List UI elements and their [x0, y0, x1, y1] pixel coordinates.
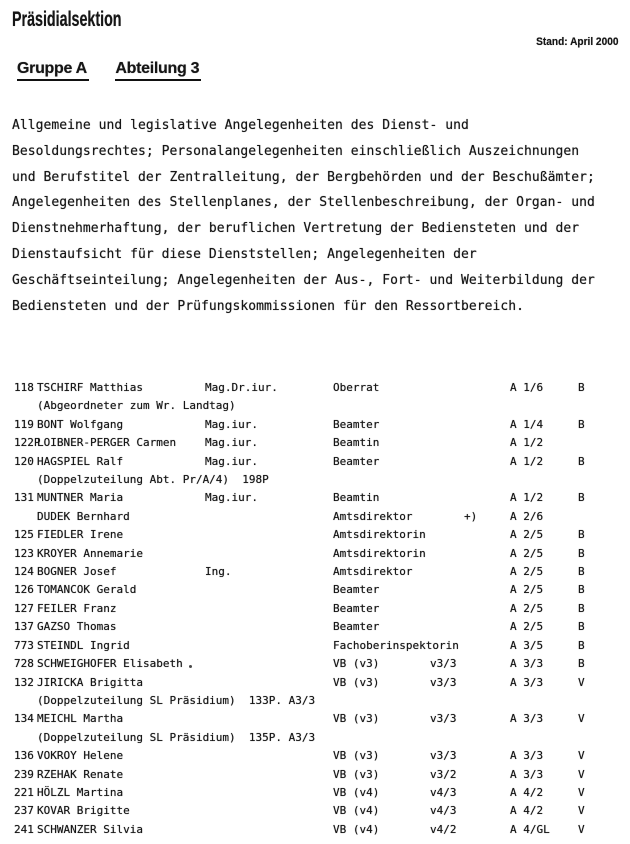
row-degree: Ing.	[205, 565, 232, 579]
row-grade: A 2/5	[510, 565, 544, 579]
row-note: (Abgeordneter zum Wr. Landtag)	[37, 399, 236, 413]
personnel-table	[0, 379, 630, 839]
table-row	[0, 434, 630, 452]
responsibilities-text	[12, 113, 595, 319]
row-status-letter: B	[578, 417, 585, 431]
table-row	[0, 802, 630, 820]
row-function: Amtsdirektor	[333, 565, 413, 579]
table-row	[0, 600, 630, 618]
row-function: Beamter	[333, 417, 380, 431]
row-function: Beamtin	[333, 491, 380, 505]
row-status-letter: B	[578, 381, 585, 394]
row-grade: A 3/5	[510, 638, 544, 652]
row-footnote-marker: +)	[464, 509, 478, 523]
row-name: LOIBNER-PERGER Carmen	[37, 436, 177, 450]
row-status-letter: B	[578, 601, 585, 615]
row-function: Beamtin	[333, 436, 380, 450]
row-status-letter: B	[578, 546, 585, 560]
row-degree: Mag.Dr.iur.	[205, 381, 278, 394]
table-row	[0, 784, 630, 802]
row-name: GAZSO Thomas	[37, 620, 117, 634]
paragraph-line: Besoldungsrechtes; Personalangelegenheiten einschließlich Auszeichnungen	[12, 143, 580, 159]
page-title: Präsidialsektion	[12, 8, 122, 31]
paragraph-line: Angelegenheiten des Stellenplanes, der Stellenbeschreibung, der Organ- und	[12, 195, 595, 211]
row-id: 123	[14, 546, 34, 560]
row-degree: Mag.iur.	[205, 454, 258, 468]
table-row	[0, 674, 630, 692]
row-status-letter: B	[578, 491, 585, 505]
row-vgrade: v3/3	[430, 749, 457, 763]
row-grade: A 4/GL	[510, 822, 550, 836]
row-name: SCHWEIGHOFER Elisabeth	[37, 657, 183, 671]
table-row	[0, 563, 630, 581]
table-row	[0, 508, 630, 526]
section-heading	[17, 59, 223, 81]
row-status-letter: V	[578, 822, 585, 836]
row-status-letter: V	[578, 675, 585, 689]
row-function: VB (v3)	[333, 712, 380, 726]
row-degree: Mag.iur.	[205, 417, 258, 431]
table-row	[0, 526, 630, 544]
row-grade: A 4/2	[510, 785, 544, 799]
row-id: 131	[14, 491, 34, 505]
row-name: RZEHAK Renate	[37, 767, 124, 781]
row-id: 120	[14, 454, 34, 468]
row-status-letter: B	[578, 565, 585, 579]
row-grade: A 1/2	[510, 436, 544, 450]
row-id: 241	[14, 822, 34, 836]
row-function: Oberrat	[333, 381, 380, 394]
row-id: 137	[14, 620, 34, 634]
row-grade: A 3/3	[510, 749, 544, 763]
row-id: 728	[14, 657, 34, 671]
row-id: 773	[14, 638, 34, 652]
table-note-row	[0, 692, 630, 710]
row-vgrade: v4/3	[430, 804, 457, 818]
table-row	[0, 637, 630, 655]
department-label: Abteilung 3	[115, 59, 201, 81]
row-id: 125	[14, 528, 34, 542]
row-note: (Doppelzuteilung SL Präsidium) 135P. A3/3	[37, 730, 316, 744]
table-note-row	[0, 471, 630, 489]
row-status-letter: V	[578, 767, 585, 781]
table-note-row	[0, 397, 630, 415]
row-name: BOGNER Josef	[37, 565, 117, 579]
row-name: HÖLZL Martina	[37, 785, 124, 799]
row-function: Beamter	[333, 620, 380, 634]
row-vgrade: v3/3	[430, 657, 457, 671]
row-grade: A 1/2	[510, 454, 544, 468]
row-grade: A 4/2	[510, 804, 544, 818]
row-name: HAGSPIEL Ralf	[37, 454, 124, 468]
row-id: 237	[14, 804, 34, 818]
row-grade: A 3/3	[510, 712, 544, 726]
row-function: VB (v3)	[333, 657, 380, 671]
row-id: 126	[14, 583, 34, 597]
row-id: 118	[14, 381, 34, 394]
row-grade: A 1/4	[510, 417, 544, 431]
table-row	[0, 416, 630, 434]
row-function: Beamter	[333, 583, 380, 597]
table-row	[0, 710, 630, 728]
row-id: 136	[14, 749, 34, 763]
row-id: 221	[14, 785, 34, 799]
row-grade: A 2/5	[510, 546, 544, 560]
row-function: VB (v3)	[333, 749, 380, 763]
row-grade: A 3/3	[510, 657, 544, 671]
row-id: 122P	[14, 436, 41, 450]
row-grade: A 2/5	[510, 528, 544, 542]
scan-artifact-dot	[189, 665, 192, 668]
stand-date: Stand: April 2000	[535, 36, 618, 48]
row-name: BONT Wolfgang	[37, 417, 124, 431]
paragraph-line: Allgemeine und legislative Angelegenheiten des Dienst- und	[12, 118, 469, 133]
row-function: Beamter	[333, 454, 380, 468]
row-function: Amtsdirektorin	[333, 546, 426, 560]
row-status-letter: B	[578, 638, 585, 652]
row-status-letter: V	[578, 804, 585, 818]
table-note-row	[0, 729, 630, 747]
row-name: SCHWANZER Silvia	[37, 822, 143, 836]
row-degree: Mag.iur.	[205, 491, 258, 505]
row-grade: A 2/5	[510, 601, 544, 615]
row-name: TSCHIRF Matthias	[37, 381, 143, 394]
row-function: VB (v4)	[333, 822, 380, 836]
table-row	[0, 545, 630, 563]
row-grade: A 2/5	[510, 583, 544, 597]
row-name: DUDEK Bernhard	[37, 509, 130, 523]
table-row	[0, 581, 630, 599]
table-row	[0, 379, 630, 397]
row-function: Amtsdirektorin	[333, 528, 426, 542]
row-function: VB (v3)	[333, 675, 380, 689]
row-name: KOVAR Brigitte	[37, 804, 130, 818]
row-vgrade: v4/2	[430, 822, 457, 836]
row-function: Beamter	[333, 601, 380, 615]
row-grade: A 1/2	[510, 491, 544, 505]
row-status-letter: B	[578, 620, 585, 634]
row-vgrade: v4/3	[430, 785, 457, 799]
row-function: Amtsdirektor	[333, 509, 413, 523]
table-row	[0, 766, 630, 784]
row-status-letter: B	[578, 583, 585, 597]
row-name: KROYER Annemarie	[37, 546, 143, 560]
row-id: 239	[14, 767, 34, 781]
row-grade: A 3/3	[510, 767, 544, 781]
table-row	[0, 618, 630, 636]
row-status-letter: V	[578, 785, 585, 799]
row-id: 134	[14, 712, 34, 726]
row-note: (Doppelzuteilung SL Präsidium) 133P. A3/3	[37, 693, 316, 707]
row-vgrade: v3/3	[430, 675, 457, 689]
row-function: Fachoberinspektorin	[333, 638, 459, 652]
table-row	[0, 489, 630, 507]
row-name: MUNTNER Maria	[37, 491, 124, 505]
paragraph-line: und Berufstitel der Zentralleitung, der Bergbehörden und der Beschußämter;	[12, 169, 595, 185]
table-row	[0, 747, 630, 765]
paragraph-line: Dienstaufsicht für diese Dienststellen; Angelegenheiten der	[12, 246, 477, 262]
row-grade: A 2/6	[510, 509, 544, 523]
row-degree: Mag.iur.	[205, 436, 258, 450]
row-name: VOKROY Helene	[37, 749, 124, 763]
paragraph-line: Geschäftseinteilung; Angelegenheiten der Aus-, Fort- und Weiterbildung der	[12, 272, 595, 288]
row-grade: A 2/5	[510, 620, 544, 634]
table-row	[0, 655, 630, 673]
row-function: VB (v4)	[333, 785, 380, 799]
row-name: FEILER Franz	[37, 601, 117, 615]
row-status-letter: B	[578, 454, 585, 468]
row-id: 132	[14, 675, 34, 689]
row-note: (Doppelzuteilung Abt. Pr/A/4) 198P	[37, 473, 269, 487]
row-vgrade: v3/2	[430, 767, 457, 781]
row-function: VB (v4)	[333, 804, 380, 818]
table-row	[0, 821, 630, 839]
row-name: TOMANCOK Gerald	[37, 583, 137, 597]
paragraph-line: Bediensteten und der Prüfungskommissionen für den Ressortbereich.	[12, 298, 524, 314]
row-status-letter: B	[578, 657, 585, 671]
row-id: 124	[14, 565, 34, 579]
row-grade: A 1/6	[510, 381, 544, 394]
row-name: JIRICKA Brigitta	[37, 675, 143, 689]
row-function: VB (v3)	[333, 767, 380, 781]
row-status-letter: V	[578, 749, 585, 763]
paragraph-line: Dienstnehmerhaftung, der beruflichen Vertretung der Bediensteten und der	[12, 221, 580, 237]
row-status-letter: V	[578, 712, 585, 726]
row-name: STEINDL Ingrid	[37, 638, 130, 652]
group-label: Gruppe A	[17, 59, 89, 81]
row-id: 127	[14, 601, 34, 615]
row-name: FIEDLER Irene	[37, 528, 124, 542]
table-row	[0, 453, 630, 471]
row-status-letter: B	[578, 528, 585, 542]
row-grade: A 3/3	[510, 675, 544, 689]
row-name: MEICHL Martha	[37, 712, 124, 726]
row-vgrade: v3/3	[430, 712, 457, 726]
row-id: 119	[14, 417, 34, 431]
